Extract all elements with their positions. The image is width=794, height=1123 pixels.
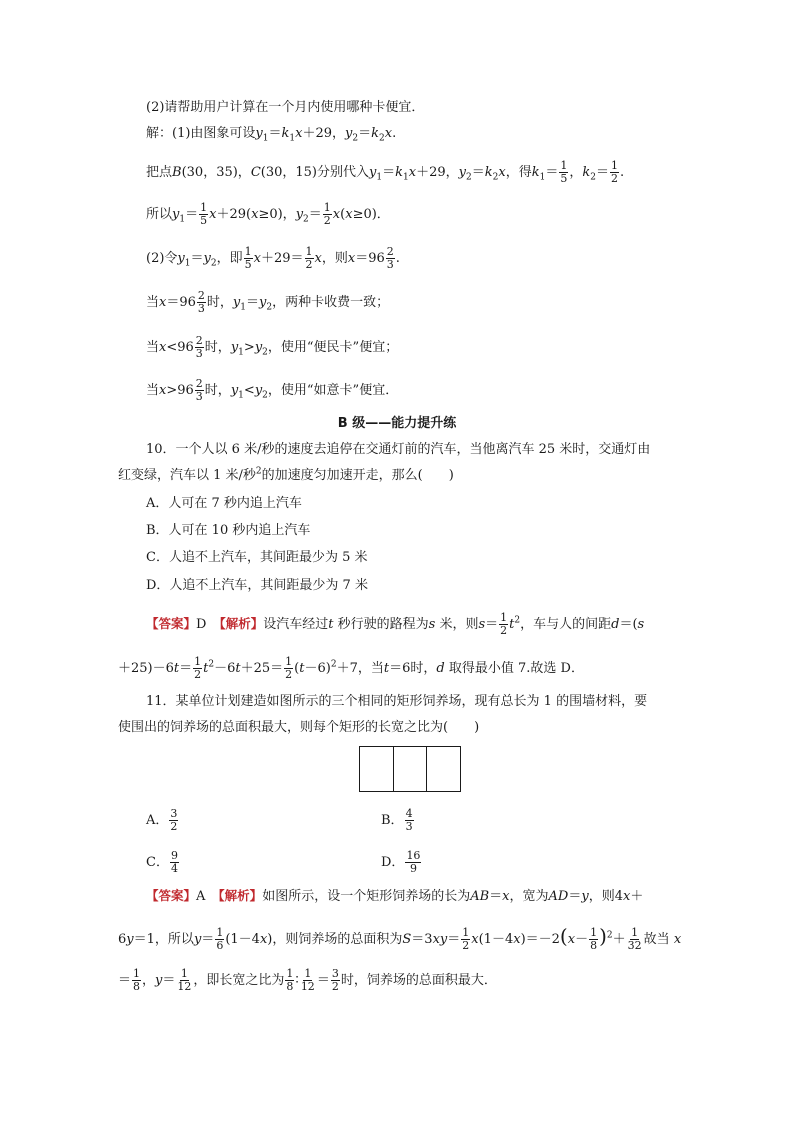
q10-option-c: C．人追不上汽车，其间距最少为 5 米 (146, 550, 368, 565)
q10-option-b: B．人可在 10 秒内追上汽车 (146, 523, 311, 538)
q11-analysis-line2: 6y＝1，所以y＝ $\frac{1}{6}$ (1－4x)，则饲养场的总面积为S＝3xy＝ $\frac{1}{2}$ x(1－4x)＝－2(x－ $\frac{1}{8}$ )$^2$＋ $\frac{1}{32}$ 故当 x (118, 924, 682, 952)
analysis-label: 【解析】 (218, 888, 263, 903)
q10-analysis-line2: ＋25)－6t＝ $\frac{1}{2}$ $t^2-6t+25=$ $\frac{1}{2}$ $(t-6)^2+7$，当t＝6时，d 取得最小值 7.故选 D． (118, 655, 584, 681)
q11-line1: 11．某单位计划建造如图所示的三个相同的矩形饲养场，现有总长为 1 的围墙材料，要 (146, 694, 648, 709)
solution-equal: 当x＝96 $\frac{2}{3}$ 时，$y_1=y_2$，两种卡收费一致； (146, 289, 390, 315)
solution-part2: (2)令$y_1=y_2$，即 $\frac{1}{5}$ x＋29＝ $\frac{1}{2}$ x，则x＝96 $\frac{2}{3}$ . (146, 245, 400, 271)
solution-intro: 解：(1)由图象可设$y_1=k_1x+29$，$y_2=k_2x$. (146, 126, 397, 144)
analysis-label: 【解析】 (219, 616, 264, 631)
q11-analysis-line3: ＝ $\frac{1}{8}$ ，y＝ $\frac{1}{12}$ ，即长宽之比为 $\frac{1}{8}$ ∶ $\frac{1}{12}$ ＝ $\frac{3}{2}$ 时，饲养场的总面积最大． (118, 967, 497, 993)
q11-line2: 使围出的饲养场的总面积最大，则每个矩形的长宽之比为( ) (118, 720, 480, 735)
q11-analysis-line1: 【答案】A 【解析】如图所示，设一个矩形饲养场的长为AB＝x，宽为AD＝y，则4x＋ (146, 888, 644, 904)
three-rectangles-figure (359, 746, 461, 792)
q11-option-b: B． $\frac{4}{3}$ (381, 807, 413, 833)
q11-option-d: D． $\frac{16}{9}$ (381, 849, 421, 875)
solution-less: 当x<96 $\frac{2}{3}$ 时，$y_1>y_2$，使用“便民卡”便宜； (146, 334, 399, 360)
solution-greater: 当x>96 $\frac{2}{3}$ 时，$y_1<y_2$，使用“如意卡”便宜． (146, 377, 399, 403)
q9-part2: (2)请帮助用户计算在一个月内使用哪种卡便宜． (146, 100, 425, 115)
answer-label: 【答案】 (146, 616, 197, 631)
section-title: B 级——能力提升练 (337, 416, 457, 431)
rectangle (394, 747, 428, 791)
solution-result: 所以$y_1=$ $\frac{1}{5}$ x＋29(x≥0)，$y_2=$ $\frac{1}{2}$ x(x≥0)． (146, 201, 390, 227)
q11-option-a: A． $\frac{3}{2}$ (146, 807, 178, 833)
q11-option-c: C． $\frac{9}{4}$ (146, 849, 178, 875)
q10-analysis-line1: 【答案】D 【解析】设汽车经过t 秒行驶的路程为s 米，则s＝ $\frac{1}{2}$ $t^2$，车与人的间距d＝(s (146, 611, 645, 637)
q10-line1: 10．一个人以 6 米/秒的速度去追停在交通灯前的汽车，当他离汽车 25 米时，交通灯由 (146, 442, 651, 457)
q10-line2: 红变绿，汽车以 1 米/秒$^2$的加速度匀加速开走，那么( ) (118, 466, 454, 483)
answer-label: 【答案】 (146, 888, 197, 903)
solution-points: 把点B(30，35)，C(30，15)分别代入$y_1=k_1x+29$，$y_2=k_2x$，得$k_1=$ $\frac{1}{5}$ ，$k_2=$ $\frac{1}{2}$ . (146, 159, 625, 185)
rectangle (427, 747, 460, 791)
q10-option-a: A．人可在 7 秒内追上汽车 (146, 496, 302, 511)
rectangle (360, 747, 394, 791)
q10-option-d: D．人追不上汽车，其间距最少为 7 米 (146, 578, 368, 593)
